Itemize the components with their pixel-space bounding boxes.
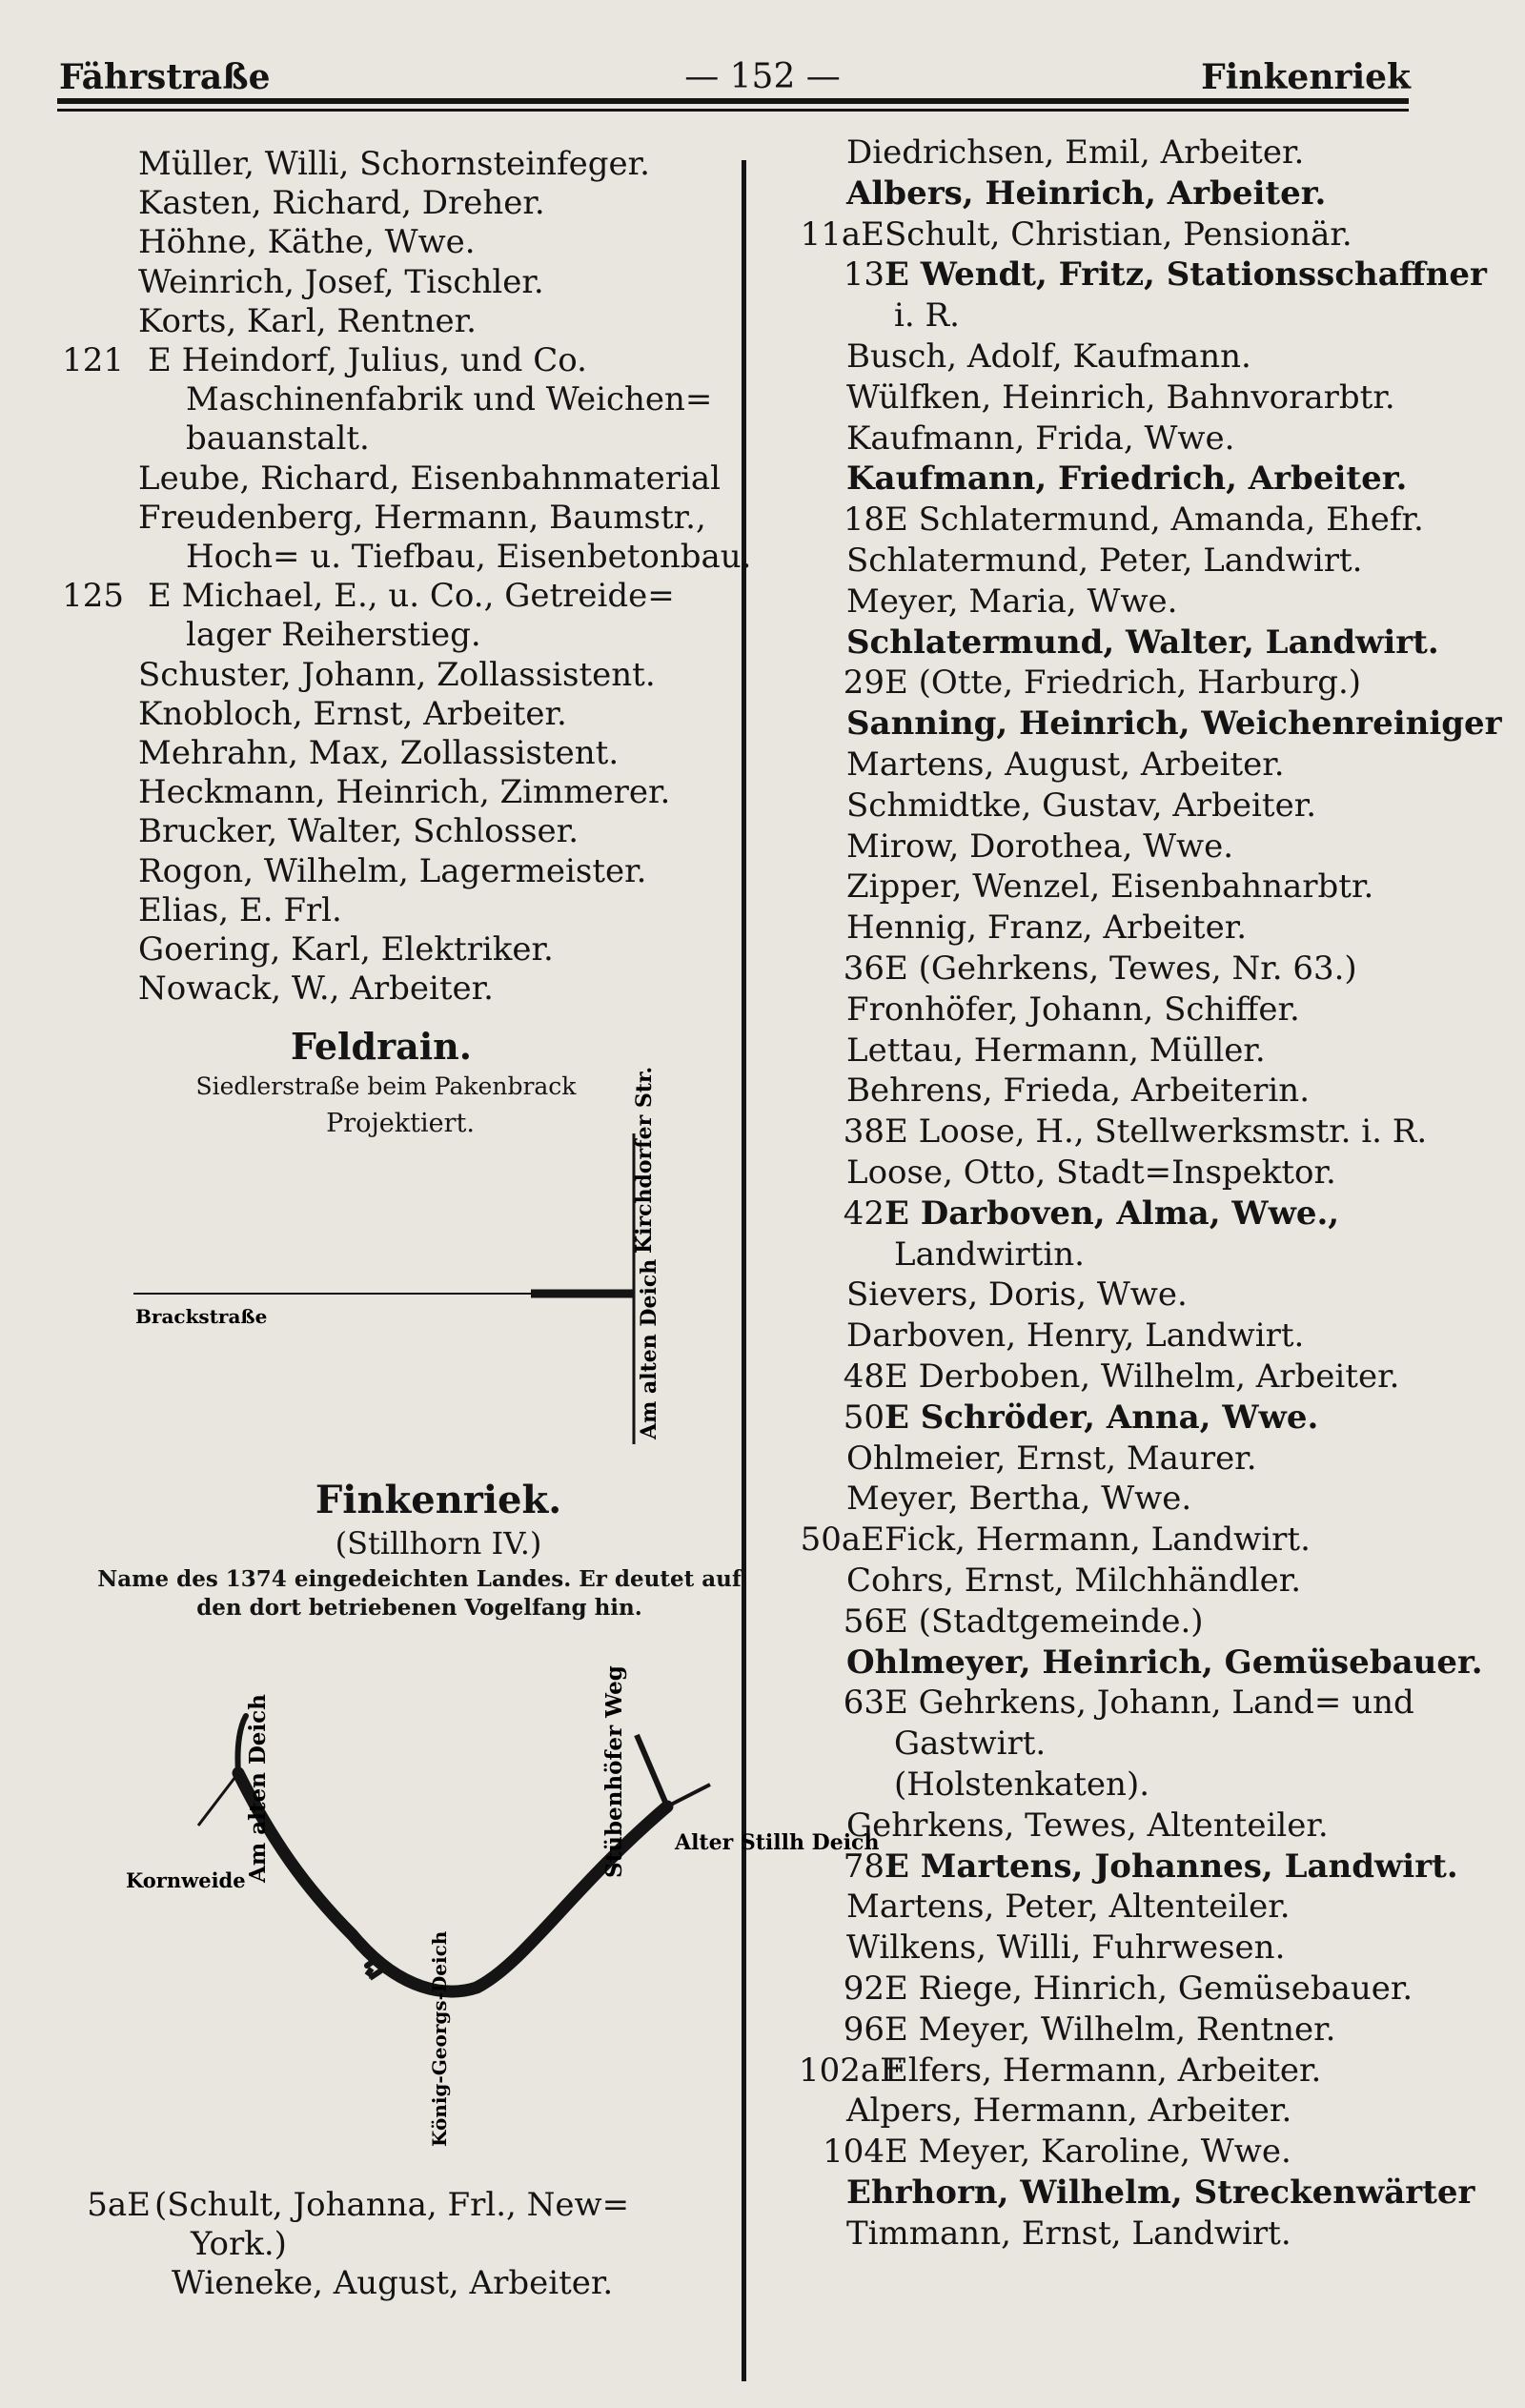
entry-text: Meyer, Bertha, Wwe. — [846, 1479, 1192, 1519]
house-number: 96 — [843, 2010, 884, 2049]
entry-text: Schlatermund, Peter, Landwirt. — [846, 541, 1363, 580]
entry-text: (Holstenkaten). — [894, 1765, 1150, 1804]
entry-text: i. R. — [894, 296, 960, 336]
house-number: 38 — [843, 1112, 884, 1152]
entry-text: lager Reiherstieg. — [186, 616, 481, 655]
house-number: 102aF — [799, 2051, 903, 2090]
entry-text: Freudenberg, Hermann, Baumstr., — [138, 498, 706, 537]
house-number: 50 — [843, 1398, 884, 1437]
entry-text: Martens, Peter, Altenteiler. — [846, 1888, 1291, 1927]
entry-text: Meyer, Maria, Wwe. — [846, 582, 1178, 621]
house-number: 121 — [62, 341, 124, 379]
entry-text: Alpers, Hermann, Arbeiter. — [846, 2092, 1292, 2131]
house-number: 42 — [843, 1194, 884, 1233]
house-number: 36 — [843, 949, 884, 988]
entry-text: Loose, Otto, Stadt=Inspektor. — [846, 1153, 1336, 1192]
entry-text: Ohlmeyer, Heinrich, Gemüsebauer. — [846, 1643, 1483, 1682]
entry-text: Rogon, Wilhelm, Lagermeister. — [138, 851, 647, 890]
entry-text: bauanstalt. — [186, 419, 370, 459]
entry-text: E Martens, Johannes, Landwirt. — [884, 1847, 1458, 1886]
entry-text: Höhne, Käthe, Wwe. — [138, 223, 476, 262]
finkenriek-map-label-kornweide: Kornweide — [126, 1868, 246, 1892]
entry-text: Diedrichsen, Emil, Arbeiter. — [846, 133, 1305, 172]
entry-text: Heckmann, Heinrich, Zimmerer. — [138, 773, 671, 812]
entry-text: Nowack, W., Arbeiter. — [138, 969, 494, 1009]
finkenriek-map-label-stuebenhoefer-weg: Stübenhöfer Weg — [601, 1665, 627, 1878]
entry-text: Kaufmann, Frida, Wwe. — [846, 418, 1235, 458]
entry-text: Müller, Willi, Schornsteinfeger. — [138, 145, 650, 183]
house-number: 48 — [843, 1357, 884, 1396]
entry-text: (Schult, Johanna, Frl., New= — [154, 2186, 630, 2224]
entry-text: Schmidtke, Gustav, Arbeiter. — [846, 786, 1317, 825]
entry-text: Fick, Hermann, Landwirt. — [884, 1520, 1311, 1560]
house-number: 104 — [823, 2133, 884, 2172]
finkenriek-map-label-am-alten-deich: Am alten Deich — [245, 1694, 271, 1883]
entry-text: Maschinenfabrik und Weichen= — [186, 380, 713, 419]
entry-text: Mehrahn, Max, Zollassistent. — [138, 734, 620, 772]
entry-text: Elias, E. Frl. — [138, 890, 342, 929]
entry-text: Sanning, Heinrich, Weichenreiniger — [846, 704, 1502, 744]
entry-text: Brucker, Walter, Schlosser. — [138, 812, 580, 851]
feldrain-map-label-am-alten-deich: Am alten Deich — [637, 1258, 661, 1439]
entry-text: E Derboben, Wilhelm, Arbeiter. — [884, 1357, 1400, 1396]
entry-text: Knobloch, Ernst, Arbeiter. — [138, 694, 567, 733]
house-number: 5aE — [87, 2186, 151, 2224]
header-street-left: Fährstraße — [59, 57, 271, 97]
finkenriek-map-kornweide-road — [198, 1773, 238, 1826]
house-number: 18 — [843, 500, 884, 540]
entry-text: Leube, Richard, Eisenbahnmaterial — [138, 459, 721, 498]
entry-text: E (Otte, Friedrich, Harburg.) — [884, 663, 1362, 703]
feldrain-subtitle: Siedlerstraße beim Pakenbrack — [195, 1072, 577, 1100]
house-number: 78 — [843, 1847, 884, 1886]
entry-text: E Michael, E., u. Co., Getreide= — [148, 577, 675, 616]
entry-text: Hoch= u. Tiefbau, Eisenbetonbau. — [186, 538, 752, 576]
header-street-right: Finkenriek — [1201, 57, 1411, 97]
house-number: 29 — [843, 663, 884, 703]
entry-text: Darboven, Henry, Landwirt. — [846, 1316, 1305, 1356]
entry-text: Schlatermund, Walter, Landwirt. — [846, 622, 1439, 662]
entry-text: Sievers, Doris, Wwe. — [846, 1275, 1188, 1315]
entry-text: E Riege, Hinrich, Gemüsebauer. — [884, 1969, 1413, 2008]
entry-text: Busch, Adolf, Kaufmann. — [846, 337, 1251, 376]
entry-text: Landwirtin. — [894, 1235, 1085, 1274]
entry-text: Gastwirt. — [894, 1724, 1047, 1764]
entry-text: Hennig, Franz, Arbeiter. — [846, 908, 1248, 948]
entry-text: E Schröder, Anna, Wwe. — [884, 1398, 1319, 1437]
entry-text: Schuster, Johann, Zollassistent. — [138, 655, 656, 694]
entry-text: Wilkens, Willi, Fuhrwesen. — [846, 1928, 1286, 1968]
entry-text: E (Gehrkens, Tewes, Nr. 63.) — [884, 949, 1357, 988]
entry-text: E Darboven, Alma, Wwe., — [884, 1194, 1340, 1233]
entry-text: Wülfken, Heinrich, Bahnvorarbtr. — [846, 378, 1395, 417]
page-number: — 152 — — [684, 57, 841, 96]
feldrain-map-label-kirchdorfer: Kirchdorfer Str. — [632, 1066, 657, 1254]
house-number: 56 — [843, 1602, 884, 1641]
entry-text: E Heindorf, Julius, und Co. — [148, 341, 587, 379]
house-number: 63 — [843, 1684, 884, 1723]
feldrain-title: Feldrain. — [290, 1025, 473, 1068]
entry-text: Elfers, Hermann, Arbeiter. — [884, 2051, 1322, 2090]
entry-text: Albers, Heinrich, Arbeiter. — [846, 173, 1327, 213]
entry-text: Weinrich, Josef, Tischler. — [138, 262, 544, 301]
entry-text: Cohrs, Ernst, Milchhändler. — [846, 1561, 1302, 1600]
entry-text: Zipper, Wenzel, Eisenbahnarbtr. — [846, 867, 1374, 907]
entry-text: E Schlatermund, Amanda, Ehefr. — [884, 500, 1424, 540]
entry-text: E (Stadtgemeinde.) — [884, 1602, 1204, 1641]
house-number: 125 — [62, 577, 124, 616]
entry-text: Timmann, Ernst, Landwirt. — [846, 2214, 1291, 2253]
finkenriek-map-label-alter-stillh-deich-text: Alter Stillh Deich — [675, 1830, 880, 1855]
entry-text: Schult, Christian, Pensionär. — [884, 214, 1352, 254]
header-rule-thick — [57, 98, 1409, 104]
house-number: 92 — [843, 1969, 884, 2008]
entry-text: Martens, August, Arbeiter. — [846, 745, 1285, 784]
entry-text: E Loose, H., Stellwerksmstr. i. R. — [884, 1112, 1428, 1152]
entry-text: E Meyer, Wilhelm, Rentner. — [884, 2010, 1336, 2049]
entry-text: E Meyer, Karoline, Wwe. — [884, 2133, 1291, 2172]
feldrain-status: Projektiert. — [326, 1109, 475, 1138]
entry-text: Behrens, Frieda, Arbeiterin. — [846, 1071, 1311, 1111]
entry-text: Goering, Karl, Elektriker. — [138, 930, 554, 969]
entry-text: York.) — [191, 2225, 287, 2263]
finkenriek-note: Name des 1374 eingedeichten Landes. Er deutet auf den dort betriebenen Vogelfang hin. — [97, 1566, 742, 1621]
house-number: 11aE — [800, 214, 884, 254]
entry-text: Fronhöfer, Johann, Schiffer. — [846, 990, 1300, 1029]
finkenriek-title: Finkenriek. — [315, 1478, 562, 1522]
entry-text: Wieneke, August, Arbeiter. — [172, 2264, 614, 2302]
entry-text: Mirow, Dorothea, Wwe. — [846, 826, 1234, 866]
entry-text: Kaufmann, Friedrich, Arbeiter. — [846, 459, 1408, 499]
finkenriek-map-stillh-road — [667, 1785, 710, 1806]
entry-text: Kasten, Richard, Dreher. — [138, 184, 545, 223]
entry-text: E Wendt, Fritz, Stationsschaffner — [884, 255, 1487, 295]
feldrain-map-label-brackstrasse: Brackstraße — [135, 1305, 268, 1328]
header-rule-thin — [57, 109, 1409, 112]
entry-text: Korts, Karl, Rentner. — [138, 301, 477, 340]
house-number: 13 — [843, 255, 884, 295]
finkenriek-map-label-koenig-georgs-deich: König-Georgs-Deich — [428, 1930, 451, 2147]
entry-text: Gehrkens, Tewes, Altenteiler. — [846, 1806, 1329, 1845]
entry-text: Lettau, Hermann, Müller. — [846, 1031, 1266, 1070]
entry-text: Ehrhorn, Wilhelm, Streckenwärter — [846, 2173, 1475, 2212]
house-number: 50aE — [800, 1520, 884, 1560]
finkenriek-subtitle: (Stillhorn IV.) — [335, 1525, 542, 1561]
finkenriek-map-stuebenhoefer-road — [637, 1735, 667, 1806]
entry-text: E Gehrkens, Johann, Land= und — [884, 1684, 1414, 1723]
entry-text: Ohlmeier, Ernst, Maurer. — [846, 1439, 1257, 1478]
